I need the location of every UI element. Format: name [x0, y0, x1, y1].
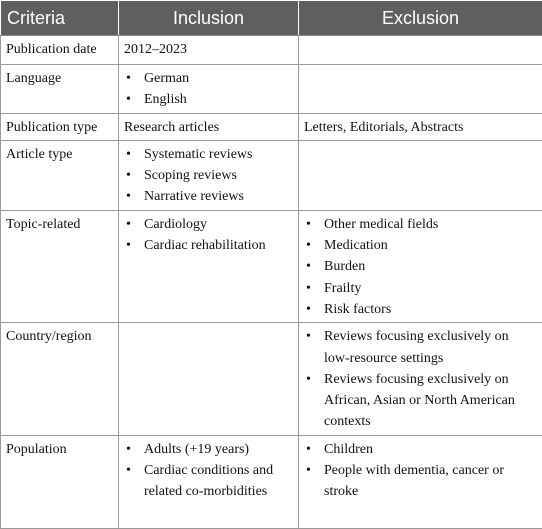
inclusion-list [124, 439, 293, 503]
row-label: Publication date [1, 36, 119, 65]
inclusion-list [124, 214, 293, 257]
inclusion-cell [119, 140, 299, 210]
table-row-publication-type [1, 113, 542, 140]
exclusion-cell [299, 435, 542, 528]
exclusion-cell [299, 210, 542, 322]
inclusion-header: Inclusion [119, 1, 299, 36]
row-label: Publication type [1, 113, 119, 140]
list-item: • Other medical fields [304, 214, 537, 235]
list-item: • Cardiology [124, 214, 293, 235]
inclusion-list [124, 68, 293, 111]
list-item: • Frailty [304, 278, 537, 299]
exclusion-list [304, 439, 537, 503]
exclusion-list [304, 214, 537, 320]
inclusion-cell [119, 435, 299, 528]
inclusion-cell [119, 323, 299, 435]
list-item: • German [124, 68, 293, 89]
inclusion-cell: Research articles [119, 113, 299, 140]
exclusion-cell [299, 323, 542, 435]
list-item: • Cardiac rehabilitation [124, 235, 293, 256]
list-item: • Adults (+19 years) [124, 439, 293, 460]
header-row [1, 1, 542, 36]
table-row-language [1, 65, 542, 114]
list-item: • Reviews focusing exclusively on African, Asian or North American contexts [304, 369, 537, 433]
list-item: • English [124, 89, 293, 110]
table-row-country-region [1, 323, 542, 435]
table-row-topic-related [1, 210, 542, 322]
list-item: • Medication [304, 235, 537, 256]
list-item: • Systematic reviews [124, 144, 293, 165]
exclusion-header: Exclusion [299, 1, 542, 36]
exclusion-cell [299, 140, 542, 210]
list-item: • Scoping reviews [124, 165, 293, 186]
list-item: • People with dementia, cancer or stroke [304, 460, 537, 503]
inclusion-list [124, 144, 293, 208]
list-item: • Burden [304, 256, 537, 277]
row-label: Article type [1, 140, 119, 210]
table-row-publication-date [1, 36, 542, 65]
exclusion-cell [299, 65, 542, 114]
row-label: Population [1, 435, 119, 528]
row-label: Country/region [1, 323, 119, 435]
list-item: • Cardiac conditions and related co-morbidities [124, 460, 293, 503]
inclusion-cell [119, 65, 299, 114]
list-item: • Children [304, 439, 537, 460]
criteria-header: Criteria [1, 1, 119, 36]
table-row-population [1, 435, 542, 528]
inclusion-cell [119, 210, 299, 322]
table-row-article-type [1, 140, 542, 210]
exclusion-list [304, 326, 537, 432]
list-item: • Reviews focusing exclusively on low-resource settings [304, 326, 537, 369]
list-item: • Narrative reviews [124, 186, 293, 207]
row-label: Topic-related [1, 210, 119, 322]
row-label: Language [1, 65, 119, 114]
exclusion-cell [299, 36, 542, 65]
exclusion-cell: Letters, Editorials, Abstracts [299, 113, 542, 140]
inclusion-cell: 2012–2023 [119, 36, 299, 65]
list-item: • Risk factors [304, 299, 537, 320]
